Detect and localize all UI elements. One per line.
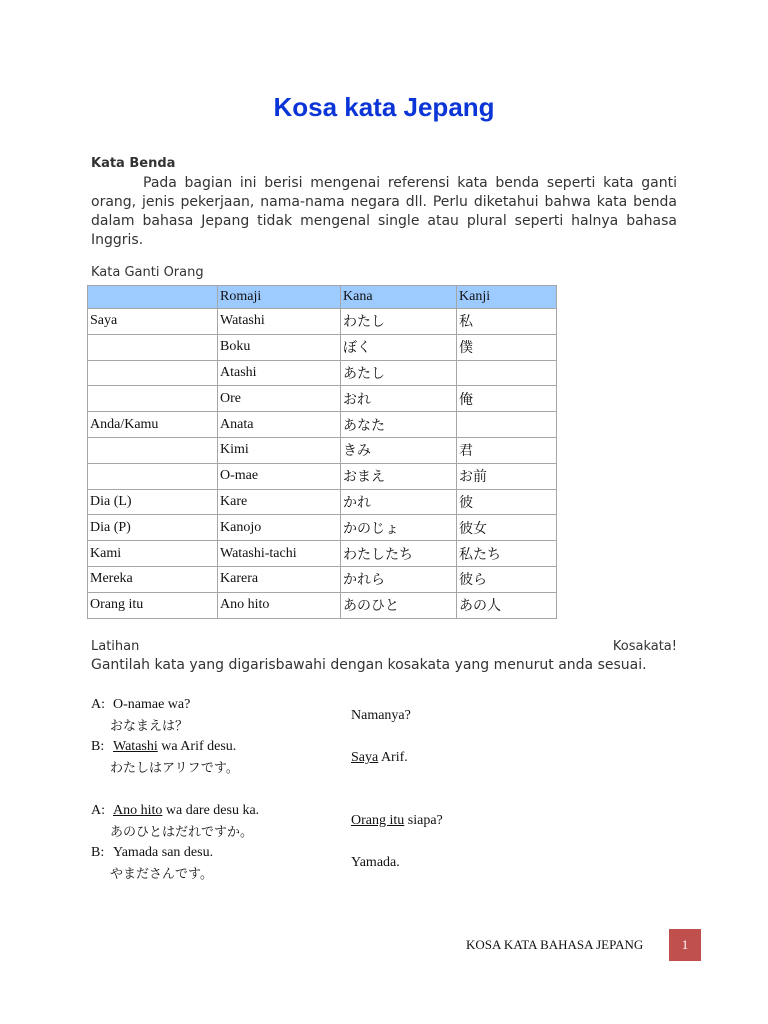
- label-cell: Orang itu: [88, 592, 218, 618]
- dialog-answer: [351, 708, 411, 724]
- table-header-cell: Kana: [341, 286, 457, 309]
- answer-underlined: Saya: [351, 750, 379, 765]
- table-row: [88, 412, 557, 438]
- table-row: [88, 463, 557, 489]
- kanji-cell: 彼女: [457, 515, 557, 541]
- romaji-cell: Karera: [218, 566, 341, 592]
- dialog-kana: あのひとはだれですか。: [110, 825, 254, 840]
- kana-cell: わたしたち: [341, 541, 457, 567]
- romaji-cell: Ano hito: [218, 592, 341, 618]
- answer-text: Namanya?: [351, 708, 411, 723]
- table-header-cell: Romaji: [218, 286, 341, 309]
- underlined-word: Ano hito: [113, 803, 163, 818]
- romaji-cell: Atashi: [218, 360, 341, 386]
- romaji-cell: Watashi-tachi: [218, 541, 341, 567]
- label-cell: Kami: [88, 541, 218, 567]
- kanji-cell: 君: [457, 437, 557, 463]
- kanji-cell: お前: [457, 463, 557, 489]
- kanji-cell: 彼: [457, 489, 557, 515]
- label-cell: [88, 463, 218, 489]
- dialog-romaji: wa dare desu ka.: [162, 803, 260, 818]
- speaker-label: B:: [91, 739, 105, 754]
- label-cell: [88, 437, 218, 463]
- table-row: [88, 541, 557, 567]
- underlined-word: Watashi: [113, 739, 158, 754]
- kana-cell: わたし: [341, 309, 457, 335]
- romaji-cell: Kare: [218, 489, 341, 515]
- romaji-cell: Anata: [218, 412, 341, 438]
- dialog-kana: わたしはアリフです。: [110, 761, 239, 776]
- dialog-kana: やまださんです。: [110, 867, 213, 882]
- table-row: [88, 386, 557, 412]
- table-row: [88, 515, 557, 541]
- kanji-cell: 私: [457, 309, 557, 335]
- dialog-line: [91, 845, 213, 882]
- footer-text: KOSA KATA BAHASA JEPANG: [466, 937, 644, 952]
- kana-cell: おれ: [341, 386, 457, 412]
- dialog-romaji: O-namae wa?: [113, 697, 191, 712]
- table-header-row: [88, 286, 557, 309]
- dialog-answer: [351, 813, 443, 829]
- table-header-cell: [88, 286, 218, 309]
- label-cell: Saya: [88, 309, 218, 335]
- answer-text: Arif.: [378, 750, 408, 765]
- table-row: [88, 334, 557, 360]
- pronoun-table: [87, 285, 557, 619]
- kana-cell: かのじょ: [341, 515, 457, 541]
- label-cell: Mereka: [88, 566, 218, 592]
- table-row: [88, 592, 557, 618]
- kanji-cell: [457, 412, 557, 438]
- label-cell: Dia (L): [88, 489, 218, 515]
- kana-cell: きみ: [341, 437, 457, 463]
- romaji-cell: Kimi: [218, 437, 341, 463]
- kanji-cell: 僕: [457, 334, 557, 360]
- kana-cell: おまえ: [341, 463, 457, 489]
- kana-cell: かれら: [341, 566, 457, 592]
- table-row: [88, 437, 557, 463]
- dialog-line: [91, 739, 239, 776]
- dialog-answer: [351, 855, 400, 871]
- section-heading: Kata Benda: [91, 156, 176, 171]
- kanji-cell: 彼ら: [457, 566, 557, 592]
- label-cell: Anda/Kamu: [88, 412, 218, 438]
- answer-text: siapa?: [404, 813, 443, 828]
- kanji-cell: [457, 360, 557, 386]
- speaker-label: A:: [91, 697, 105, 712]
- kana-cell: かれ: [341, 489, 457, 515]
- kana-cell: あなた: [341, 412, 457, 438]
- kanji-cell: あの人: [457, 592, 557, 618]
- kana-cell: あのひと: [341, 592, 457, 618]
- dialog-romaji: wa Arif desu.: [157, 739, 237, 754]
- table-caption: Kata Ganti Orang: [91, 265, 204, 280]
- dialog-romaji: Yamada san desu.: [113, 845, 214, 860]
- label-cell: [88, 334, 218, 360]
- kana-cell: ぼく: [341, 334, 457, 360]
- speaker-label: B:: [91, 845, 105, 860]
- label-cell: [88, 386, 218, 412]
- label-cell: [88, 360, 218, 386]
- table-row: [88, 489, 557, 515]
- romaji-cell: Boku: [218, 334, 341, 360]
- vocab-label: Kosakata!: [612, 639, 677, 654]
- romaji-cell: Kanojo: [218, 515, 341, 541]
- kanji-cell: 私たち: [457, 541, 557, 567]
- page-number: 1: [669, 929, 701, 961]
- label-cell: Dia (P): [88, 515, 218, 541]
- answer-underlined: Orang itu: [351, 813, 405, 828]
- kana-cell: あたし: [341, 360, 457, 386]
- speaker-label: A:: [91, 803, 105, 818]
- intro-paragraph: Pada bagian ini berisi mengenai referensi kata benda seperti kata ganti orang, jenis pekerjaan, nama-nama negara dll. Perlu diketahui bahwa kata benda dalam bahasa Jepang tidak mengenal single atau plural seperti halnya bahasa Inggris.: [91, 175, 677, 248]
- table-row: [88, 566, 557, 592]
- dialog-line: [91, 697, 190, 734]
- table-row: [88, 309, 557, 335]
- dialog-kana: おなまえは？: [110, 719, 189, 734]
- exercise-instruction: Gantilah kata yang digarisbawahi dengan kosakata yang menurut anda sesuai.: [91, 657, 647, 673]
- kanji-cell: 俺: [457, 386, 557, 412]
- romaji-cell: Ore: [218, 386, 341, 412]
- exercise-label: Latihan: [91, 639, 140, 654]
- romaji-cell: Watashi: [218, 309, 341, 335]
- page-title: Kosa kata Jepang: [273, 92, 495, 122]
- table-row: [88, 360, 557, 386]
- table-header-cell: Kanji: [457, 286, 557, 309]
- answer-text: Yamada.: [351, 855, 400, 870]
- dialog-answer: [351, 750, 408, 766]
- table-body: [88, 309, 557, 619]
- dialog-line: [91, 803, 259, 840]
- romaji-cell: O-mae: [218, 463, 341, 489]
